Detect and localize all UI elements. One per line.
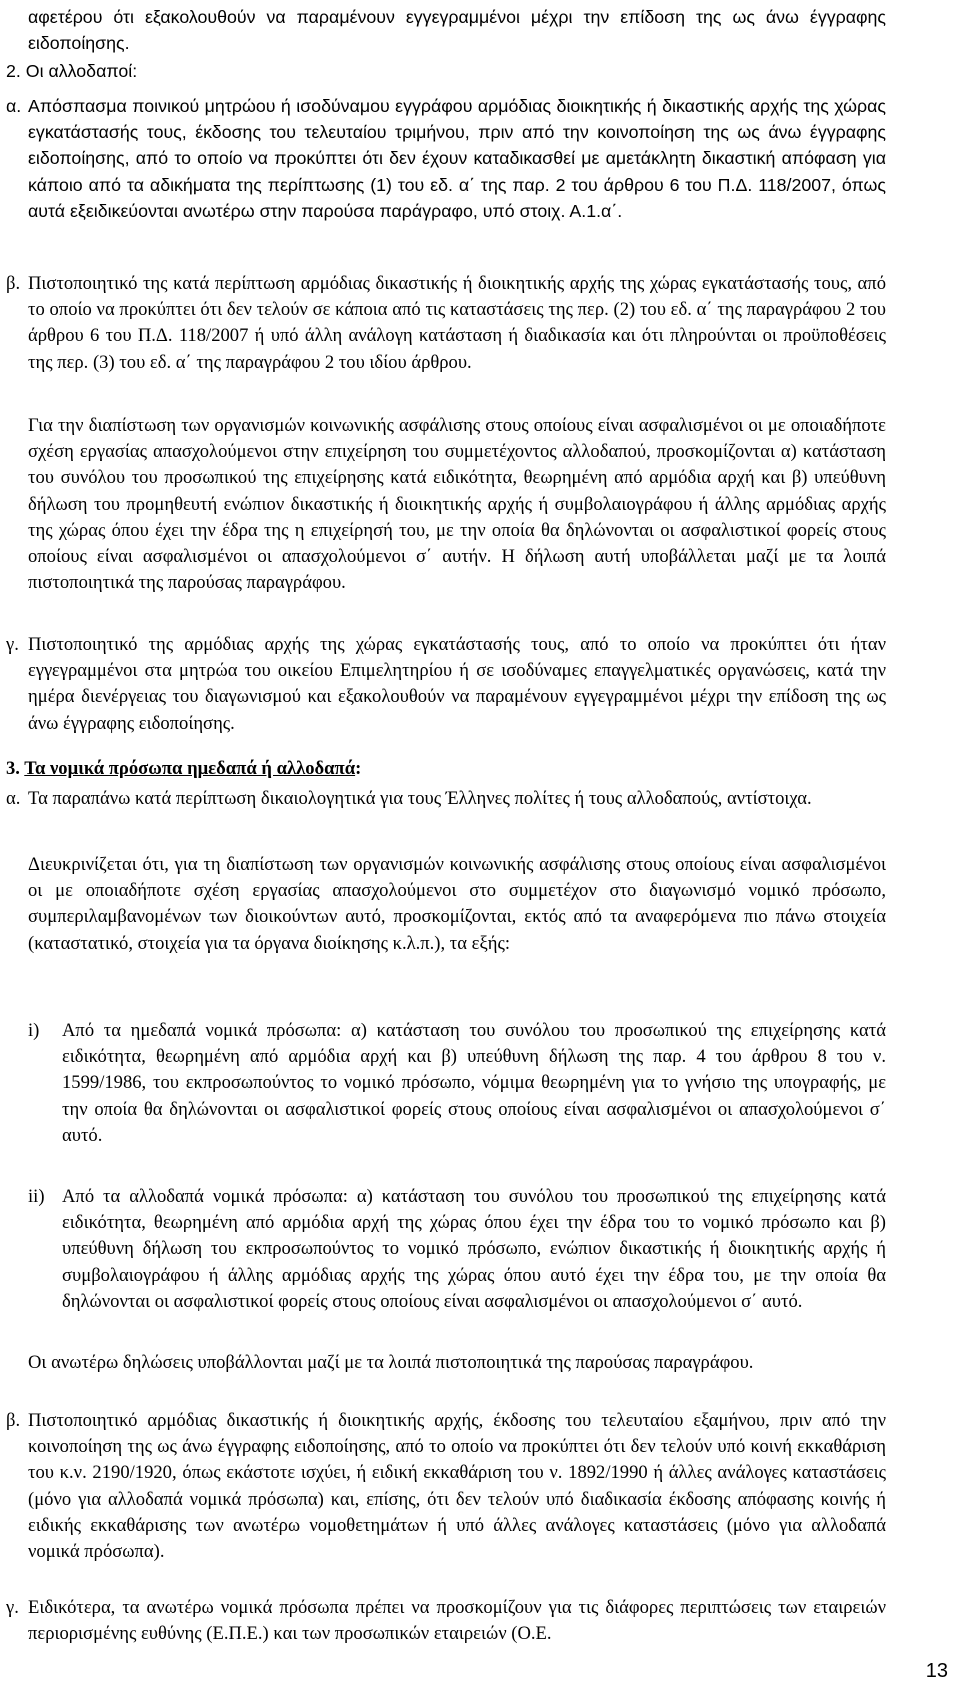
section-3-item-a-marker: α.	[6, 788, 21, 809]
section-3-subitem-i-marker: i)	[28, 1020, 40, 1041]
section-3-item-g-marker: γ.	[6, 1597, 19, 1618]
section-3-subitem-i-text: Από τα ημεδαπά νομικά πρόσωπα: α) κατάσταση του συνόλου του προσωπικού της επιχείρησης κατά ειδικότητα, θεωρημένη από αρμόδια αρχή και β) υπεύθυνη δήλωση της παρ. 4 του άρθρου 8 του ν. 1599/1986, του εκπροσωπούντος το νομικό πρόσωπο, νόμιμα θεωρημένη για το γνήσιο της υπογραφής, με την οποία θα δηλώνονται οι ασφαλιστικοί φορείς στους οποίους είναι ασφαλισμένοι οι απασχολούμενοι σ΄ αυτό.	[62, 1020, 886, 1146]
section-2-item-b-text: Πιστοποιητικό της κατά περίπτωση αρμόδιας δικαστικής ή διοικητικής αρχής της χώρας εγκατάστασής τους, από το οποίο να προκύπτει ότι δεν τελούν σε κάποια από τις καταστάσεις της περ. (2) του εδ. α΄ της παραγράφου 2 του άρθρου 6 του Π.Δ. 118/2007 ή υπό άλλη ανάλογη κατάσταση ή διαδικασία και ότι πληρούνται οι προϋποθέσεις της περ. (3) του εδ. α΄ της παραγράφου 2 του ιδίου άρθρου.	[28, 273, 886, 373]
section-3-number: 3.	[6, 758, 20, 779]
section-3-heading	[6, 756, 606, 782]
section-3-colon: :	[355, 758, 362, 779]
section-3-subitem-ii-text: Από τα αλλοδαπά νομικά πρόσωπα: α) κατάσταση του συνόλου του προσωπικού της επιχείρησης κατά ειδικότητα, θεωρημένη από αρμόδια αρχή της χώρας όπου έχει την έδρα του το νομικό πρόσωπο και β) υπεύθυνη δήλωση του εκπροσωπούντος το νομικό πρόσωπο, ενώπιον δικαστικής ή διοικητικής αρχής ή συμβολαιογράφου ή άλλης αρμόδιας αρχής της χώρας όπου αυτό έχει την έδρα του, με την οποία θα δηλώνονται οι ασφαλιστικοί φορείς στους οποίους είναι ασφαλισμένοι οι απασχολούμενοι σ΄ αυτό.	[62, 1186, 886, 1312]
section-3-item-b-marker: β.	[6, 1410, 21, 1431]
section-2-item-b-marker: β.	[6, 273, 21, 294]
section-3-submit-note: Οι ανωτέρω δηλώσεις υποβάλλονται μαζί με τα λοιπά πιστοποιητικά της παρούσας παραγράφου.	[28, 1352, 754, 1373]
section-3-item-a-text: Τα παραπάνω κατά περίπτωση δικαιολογητικά για τους Έλληνες πολίτες ή τους αλλοδαπούς, αντίστοιχα.	[28, 788, 812, 809]
section-3-clarification: Διευκρινίζεται ότι, για τη διαπίστωση των οργανισμών κοινωνικής ασφάλισης στους οποίους είναι ασφαλισμένοι οι με οποιαδήποτε σχέση εργασίας απασχολούμενοι στο συμμετέχον στο διαγωνισμό νομικό πρόσωπο, συμπεριλαμβανομένων των διοικούντων αυτό, προσκομίζονται, εκτός από τα αναφερόμενα πιο πάνω στοιχεία (καταστατικό, στοιχεία για τα όργανα διοίκησης κ.λ.π.), τα εξής:	[28, 854, 886, 954]
section-2-insurance-note: Για την διαπίστωση των οργανισμών κοινωνικής ασφάλισης στους οποίους είναι ασφαλισμένοι οι με οποιαδήποτε σχέση εργασίας απασχολούμενοι στην επιχείρηση του συμμετέχοντος αλλοδαπού, προσκομίζονται α) κατάσταση του συνόλου του προσωπικού της επιχείρησης κατά ειδικότητα, θεωρημένη από αρμόδια αρχή και β) υπεύθυνη δήλωση του προμηθευτή ενώπιον δικαστικής ή διοικητικής αρχής ή συμβολαιογράφου ή άλλης αρμόδιας αρχής της χώρας όπου έχει την έδρα της η επιχείρησή του, με την οποία θα δηλώνονται οι ασφαλιστικοί φορείς στους οποίους είναι ασφαλισμένοι οι απασχολούμενοι σ΄ αυτήν. Η δήλωση αυτή υποβάλλεται μαζί με τα λοιπά πιστοποιητικά της παρούσας παραγράφου.	[28, 415, 886, 594]
section-3-subitem-ii-marker: ii)	[28, 1186, 45, 1207]
page-number: 13	[925, 1660, 948, 1682]
section-3-item-g-text: Ειδικότερα, τα ανωτέρω νομικά πρόσωπα πρέπει να προσκομίζουν για τις διάφορες περιπτώσεις των εταιρειών περιορισμένης ευθύνης (Ε.Π.Ε.) και των προσωπικών εταιρειών (Ο.Ε.	[28, 1597, 886, 1645]
section-2-item-g-marker: γ.	[6, 634, 19, 655]
section-2-heading: 2. Οι αλλοδαποί:	[6, 61, 138, 81]
section-2-item-g-text: Πιστοποιητικό της αρμόδιας αρχής της χώρας εγκατάστασής τους, από το οποίο να προκύπτει ότι ήταν εγγεγραμμένοι στα μητρώα του οικείου Επιμελητηρίου ή σε ισοδύναμες επαγγελματικές οργανώσεις, κατά την ημέρα διενέργειας του διαγωνισμού και εξακολουθούν να παραμένουν εγγεγραμμένοι μέχρι την επίδοση της ως άνω έγγραφης ειδοποίησης.	[28, 634, 886, 734]
intro-paragraph: αφετέρου ότι εξακολουθούν να παραμένουν εγγεγραμμένοι μέχρι την επίδοση της ως άνω έγγραφης ειδοποίησης.	[28, 7, 886, 54]
section-3-title: Τα νομικά πρόσωπα ημεδαπά ή αλλοδαπά	[24, 758, 356, 779]
section-2-item-a-text: Απόσπασμα ποινικού μητρώου ή ισοδύναμου εγγράφου αρμόδιας διοικητικής ή δικαστικής αρχής της χώρας εγκατάστασής τους, έκδοσης του τελευταίου τριμήνου, πριν από την κοινοποίηση της ως άνω έγγραφης ειδοποίησης, από το οποίο να προκύπτει ότι δεν έχουν καταδικασθεί με αμετάκλητη δικαστική απόφαση για κάποιο από τα αδικήματα της περίπτωσης (1) του εδ. α΄ της παρ. 2 του άρθρου 6 του Π.Δ. 118/2007, όπως αυτά εξειδικεύονται ανωτέρω στην παρούσα παράγραφο, υπό στοιχ. Α.1.α΄.	[28, 96, 886, 221]
section-3-item-b-text: Πιστοποιητικό αρμόδιας δικαστικής ή διοικητικής αρχής, έκδοσης του τελευταίου εξαμήνου, πριν από την κοινοποίηση της ως άνω έγγραφης ειδοποίησης, από το οποίο να προκύπτει ότι δεν τελούν υπό κοινή εκκαθάριση του κ.ν. 2190/1920, όπως εκάστοτε ισχύει, ή ειδική εκκαθάριση του ν. 1892/1990 ή άλλες ανάλογες καταστάσεις (μόνο για αλλοδαπά νομικά πρόσωπα) και, επίσης, ότι δεν τελούν υπό διαδικασία έκδοσης απόφασης κοινής ή ειδικής εκκαθάρισης των ανωτέρω νομοθετημάτων ή υπό άλλες ανάλογες καταστάσεις (μόνο για αλλοδαπά νομικά πρόσωπα).	[28, 1410, 886, 1563]
section-2-item-a-marker: α.	[6, 96, 22, 116]
